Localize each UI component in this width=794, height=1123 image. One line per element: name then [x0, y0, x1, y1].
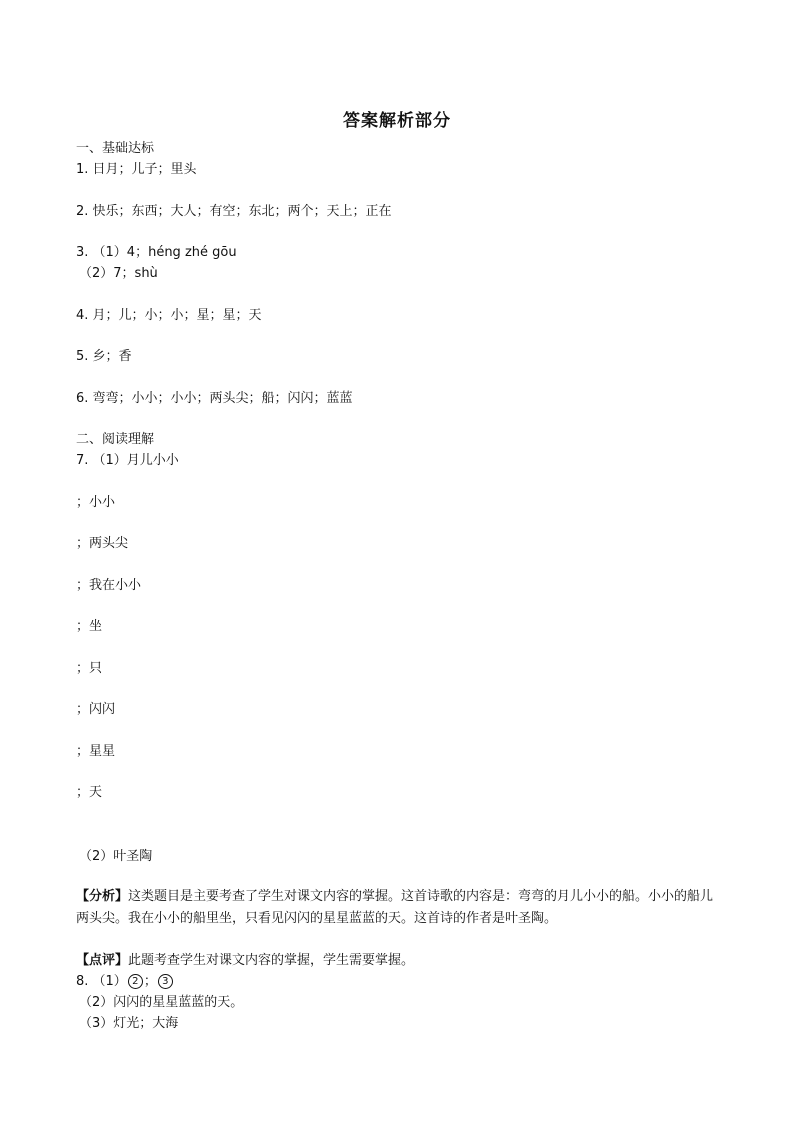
answer-q3-part1: 3. （1）4；héng zhé gōu — [76, 245, 237, 260]
comment-tag: 【点评】 — [76, 953, 129, 968]
page-title: 答案解析部分 — [343, 111, 451, 131]
analysis-tag: 【分析】 — [76, 889, 129, 904]
answer-q8-part2: （2）闪闪的星星蓝蓝的天。 — [79, 995, 244, 1010]
q8-prefix: 8. （1） — [76, 974, 127, 989]
section-heading-basic: 一、基础达标 — [76, 141, 155, 156]
q7-item: ；只 — [76, 661, 103, 676]
answer-q7-part1: 7. （1）月儿小小 — [76, 453, 179, 468]
analysis-text: 这类题目是主要考查了学生对课文内容的掌握。这首诗歌的内容是：弯弯的月儿小小的船。小小的船儿两头尖。我在小小的船里坐，只看见闪闪的星星蓝蓝的天。这首诗的作者是叶圣陶。 — [76, 889, 714, 926]
q7-item: ；两头尖 — [76, 536, 129, 551]
q7-item: ；天 — [76, 785, 103, 800]
answer-q7-part2: （2）叶圣陶 — [79, 849, 153, 864]
q7-item: ；坐 — [76, 619, 103, 634]
q7-item: ；小小 — [76, 495, 116, 510]
comment-paragraph — [76, 952, 414, 970]
q8-separator: ； — [143, 974, 157, 989]
answer-q8-part1 — [76, 973, 174, 991]
answer-q5: 5. 乡；香 — [76, 349, 132, 364]
q7-item: ；星星 — [76, 744, 116, 759]
circled-number-2: 2 — [128, 974, 143, 989]
q7-item: ；闪闪 — [76, 702, 116, 717]
comment-text: 此题考查学生对课文内容的掌握，学生需要掌握。 — [128, 953, 415, 968]
answer-q6: 6. 弯弯；小小；小小；两头尖；船；闪闪；蓝蓝 — [76, 391, 353, 406]
answer-q4: 4. 月；儿；小；小；星；星；天 — [76, 308, 262, 323]
answer-q1: 1. 日月；儿子；里头 — [76, 162, 197, 177]
answer-q2: 2. 快乐；东西；大人；有空；东北；两个；天上；正在 — [76, 204, 392, 219]
q7-item: ；我在小小 — [76, 578, 142, 593]
circled-number-3: 3 — [158, 974, 173, 989]
analysis-paragraph — [76, 886, 726, 930]
answer-q3-part2: （2）7；shù — [79, 266, 158, 281]
answer-q8-part3: （3）灯光；大海 — [79, 1016, 179, 1031]
section-heading-reading: 二、阅读理解 — [76, 432, 155, 447]
